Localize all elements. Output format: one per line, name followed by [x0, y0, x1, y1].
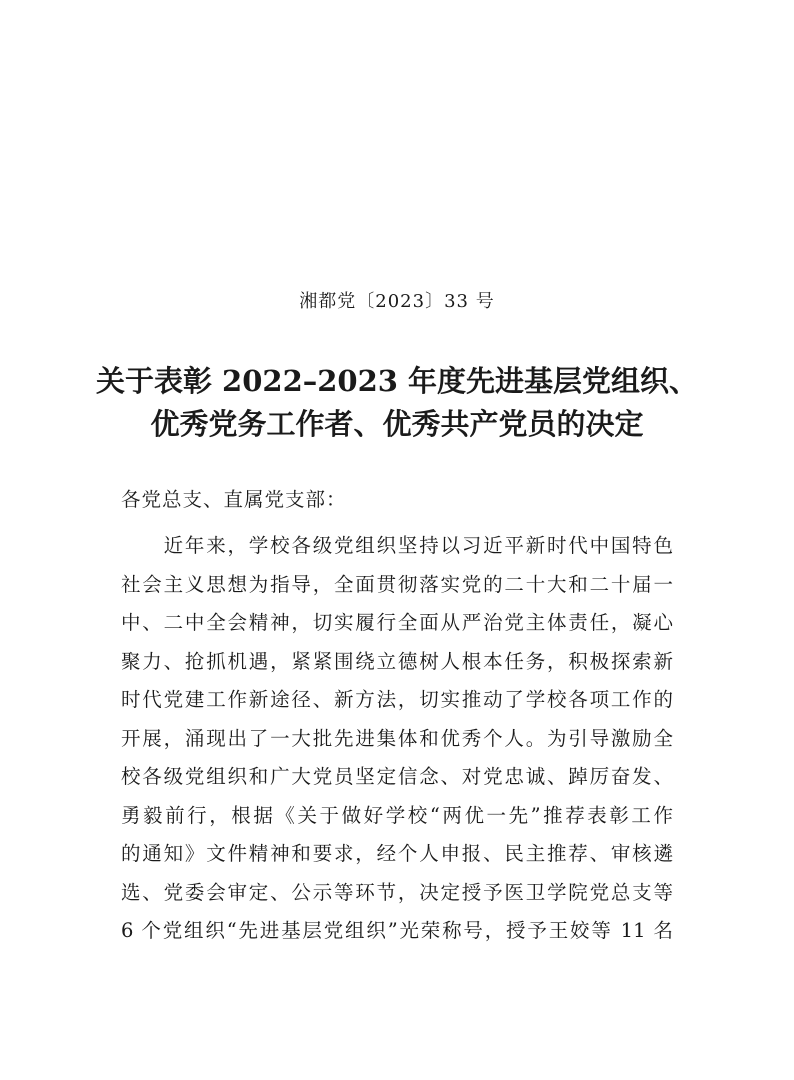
document-number: 湘都党〔2023〕33 号	[299, 291, 495, 312]
body-line: 社会主义思想为指导，全面贯彻落实党的二十大和二十届一	[121, 572, 673, 596]
body-line: 6 个党组织“先进基层党组织”光荣称号，授予王姣等 11 名	[121, 919, 673, 942]
title-line: 优秀党务工作者、优秀共产党员的决定	[150, 407, 644, 441]
body-line: 中、二中全会精神，切实履行全面从严治党主体责任，凝心	[121, 611, 673, 634]
body-line: 校各级党组织和广大党员坚定信念、对党忠诚、踔厉奋发、	[121, 765, 673, 788]
body-line: 勇毅前行，根据《关于做好学校“两优一先”推荐表彰工作	[121, 803, 673, 827]
body-line: 近年来，学校各级党组织坚持以习近平新时代中国特色	[121, 534, 673, 557]
body-line: 聚力、抢抓机遇，紧紧围绕立德树人根本任务，积极探索新	[121, 649, 673, 673]
body-line: 的通知》文件精神和要求，经个人申报、民主推荐、审核遴	[121, 842, 673, 865]
title-line: 关于表彰 2022–2023 年度先进基层党组织、	[95, 364, 699, 398]
body-line: 时代党建工作新途径、新方法，切实推动了学校各项工作的	[121, 688, 673, 711]
body-line: 选、党委会审定、公示等环节，决定授予医卫学院党总支等	[121, 880, 673, 904]
body-line: 开展，涌现出了一大批先进集体和优秀个人。为引导激励全	[121, 726, 673, 750]
document-title	[0, 360, 794, 446]
salutation: 各党总支、直属党支部：	[121, 488, 347, 511]
body-paragraph	[121, 527, 673, 951]
